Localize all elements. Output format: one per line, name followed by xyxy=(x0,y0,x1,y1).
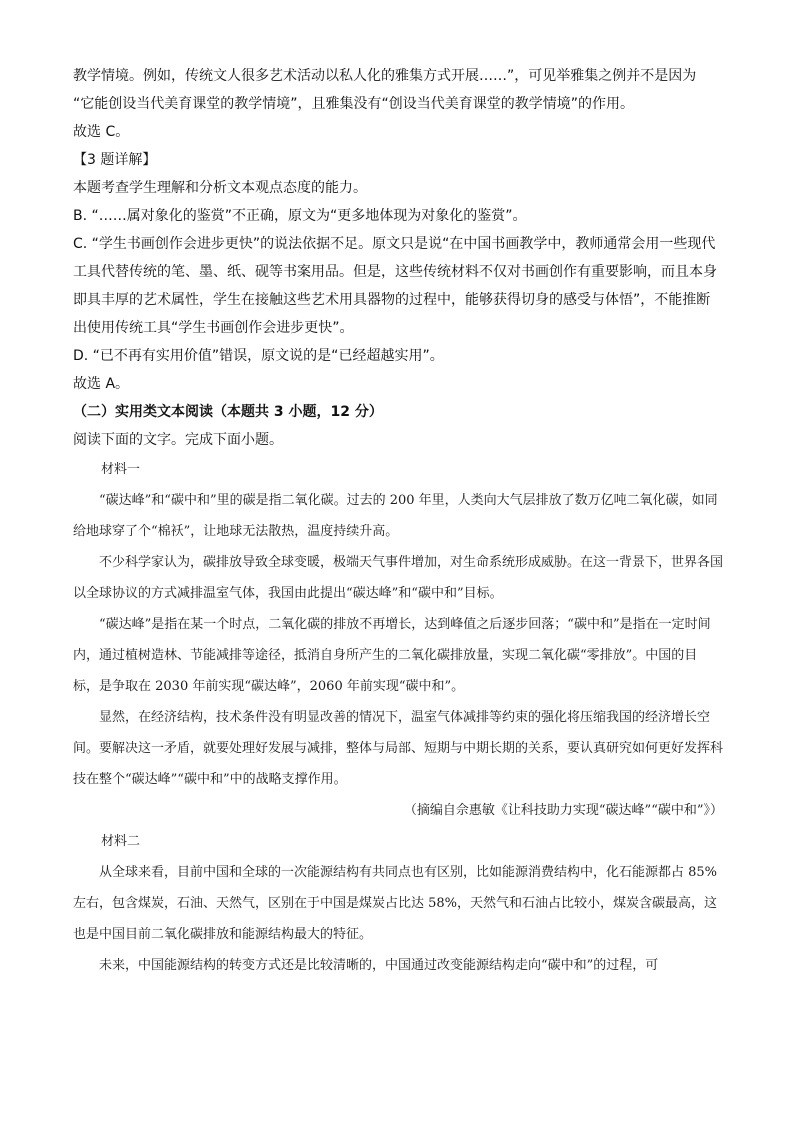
answer-line: “它能创设当代美育课堂的教学情境”，且雅集没有“创设当代美育课堂的教学情境”的作用。 xyxy=(73,96,635,112)
material-paragraph: 从全球来看，目前中国和全球的一次能源结构有共同点也有区别，比如能源消费结构中，化石能源都占 85%左右，包含煤炭，石油、天然气，区别在于中国是煤炭占比达 58%，天然气和石油占比较小，煤炭含碳最高，这也是中国目前二氧化碳排放和能源结构最大的特征。 xyxy=(73,865,718,942)
material-two xyxy=(73,826,723,981)
option-b-analysis: B. “……属对象化的鉴赏”不正确，原文为“更多地体现为对象化的鉴赏”。 xyxy=(73,208,527,224)
option-c-analysis: C. “学生书画创作会进步更快”的说法依据不足。原文只是说“在中国书画教学中，教师通常会用一些现代工具代替传统的笔、墨、纸、砚等书案用品。但是，这些传统材料不仅对书画创作有重要影响，而且本身即具丰厚的艺术属性，学生在接触这些艺术用具器物的过程中，能够获得切身的感受与体悟”，不能推断出使用传统工具“学生书画创作会进步更快”。 xyxy=(73,236,717,336)
material-paragraph: 不少科学家认为，碳排放导致全球变暖，极端天气事件增加，对生命系统形成威胁。在这一背景下，世界各国以全球协议的方式减排温室气体，我国由此提出“碳达峰”和“碳中和”目标。 xyxy=(73,555,724,601)
material-paragraph: “碳达峰”是指在某一个时点，二氧化碳的排放不再增长，达到峰值之后逐步回落；“碳中和”是指在一定时间内，通过植树造林、节能减排等途径，抵消自身所产生的二氧化碳排放量，实现二氧化碳“零排放”。中国的目标，是争取在 2030 年前实现“碳达峰”，2060 年前实现“碳中和”。 xyxy=(73,617,711,694)
material-paragraph: “碳达峰”和“碳中和”里的碳是指二氧化碳。过去的 200 年里，人类向大气层排放了数万亿吨二氧化碳，如同给地球穿了个“棉袄”，让地球无法散热，温度持续升高。 xyxy=(73,493,718,539)
answer-line: 教学情境。例如，传统文人很多艺术活动以私人化的雅集方式开展……”，可见举雅集之例并不是因为 xyxy=(73,68,697,84)
material-paragraph: 未来，中国能源结构的转变方式还是比较清晰的，中国通过改变能源结构走向“碳中和”的过程，可 xyxy=(99,958,659,973)
question-intro: 本题考查学生理解和分析文本观点态度的能力。 xyxy=(73,180,367,196)
answer-conclusion: 故选 C。 xyxy=(73,124,130,140)
material-source: （摘编自佘惠敏《让科技助力实现“碳达峰”“碳中和”》） xyxy=(403,803,723,818)
option-d-analysis: D. “已不再有实用价值”错误，原文说的是“已经超越实用”。 xyxy=(73,348,444,364)
material-title: 材料一 xyxy=(101,462,141,477)
material-one xyxy=(73,454,723,826)
section-instruction: 阅读下面的文字。完成下面小题。 xyxy=(73,432,283,448)
document-page xyxy=(73,62,723,981)
question-detail-heading: 【3 题详解】 xyxy=(73,152,157,168)
material-paragraph: 显然，在经济结构，技术条件没有明显改善的情况下，温室气体减排等约束的强化将压缩我国的经济增长空间。要解决这一矛盾，就要处理好发展与减排，整体与局部、短期与中期长期的关系，要认真研究如何更好发挥科技在整个“碳达峰”“碳中和”中的战略支撑作用。 xyxy=(73,710,724,787)
section-heading: （二）实用类文本阅读（本题共 3 小题，12 分） xyxy=(73,404,383,420)
answer-conclusion: 故选 A。 xyxy=(73,376,130,392)
material-title: 材料二 xyxy=(101,834,141,849)
